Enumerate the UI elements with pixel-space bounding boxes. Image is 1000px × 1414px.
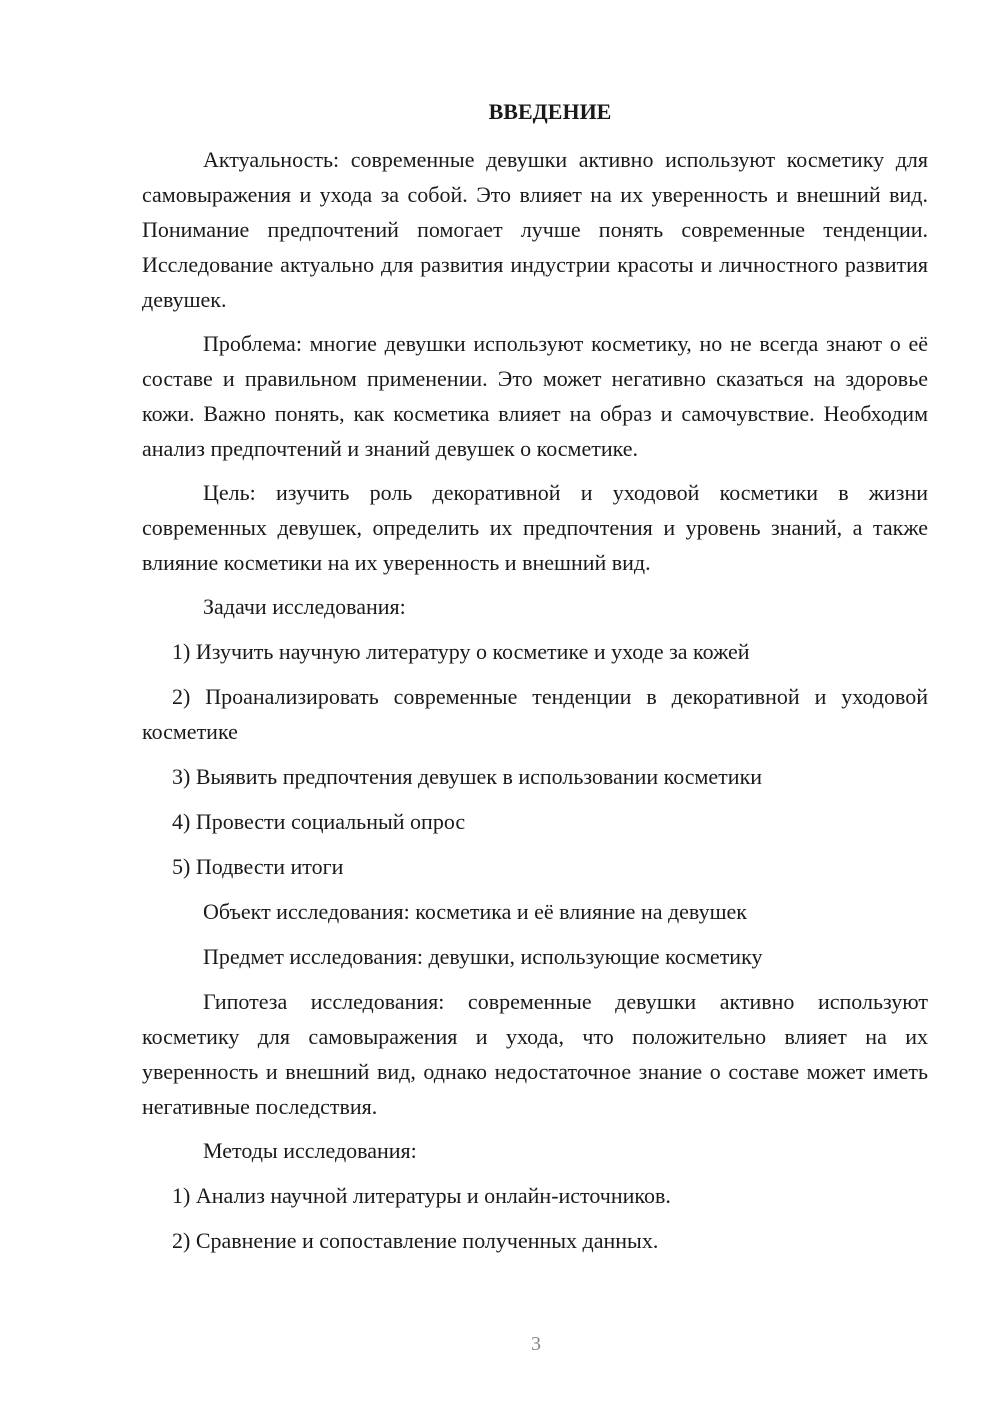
method-item: 2) Сравнение и сопоставление полученных данных. [172,1228,659,1253]
task-item: 1) Изучить научную литературу о косметике и уходе за кожей [172,639,750,664]
task-item: 5) Подвести итоги [172,854,344,879]
task-item: 4) Провести социальный опрос [172,809,466,834]
methods-heading: Методы исследования: [203,1138,417,1163]
relevance-paragraph: Актуальность: современные девушки активно используют косметику для самовыражения и ухода за собой. Это влияет на их уверенность и внешний вид. Понимание предпочтений помогает лучше понять современные тенденции. Исследование актуально для развития индустрии красоты и личностного развития девушек. [142,147,928,312]
page-title: ВВЕДЕНИЕ [488,99,612,124]
problem-paragraph: Проблема: многие девушки используют косметику, но не всегда знают о её составе и правильном применении. Это может негативно сказаться на здоровье кожи. Важно понять, как косметика влияет на образ и самочувствие. Необходим анализ предпочтений и знаний девушек о косметике. [142,331,928,461]
object-paragraph: Объект исследования: косметика и её влияние на девушек [203,899,747,924]
task-item: 2) Проанализировать современные тенденции в декоративной и уходовой косметике [142,684,928,744]
task-item: 3) Выявить предпочтения девушек в использовании косметики [172,764,763,789]
page-number: 3 [531,1333,541,1355]
tasks-heading: Задачи исследования: [203,594,406,619]
hypothesis-paragraph: Гипотеза исследования: современные девушки активно используют косметику для самовыражения и ухода, что положительно влияет на их уверенность и внешний вид, однако недостаточное знание о составе может иметь негативные последствия. [142,989,928,1119]
document-page [142,94,928,1268]
goal-paragraph: Цель: изучить роль декоративной и уходовой косметики в жизни современных девушек, определить их предпочтения и уровень знаний, а также влияние косметики на их уверенность и внешний вид. [142,480,928,575]
method-item: 1) Анализ научной литературы и онлайн-источников. [172,1183,671,1208]
subject-paragraph: Предмет исследования: девушки, использующие косметику [203,944,763,969]
